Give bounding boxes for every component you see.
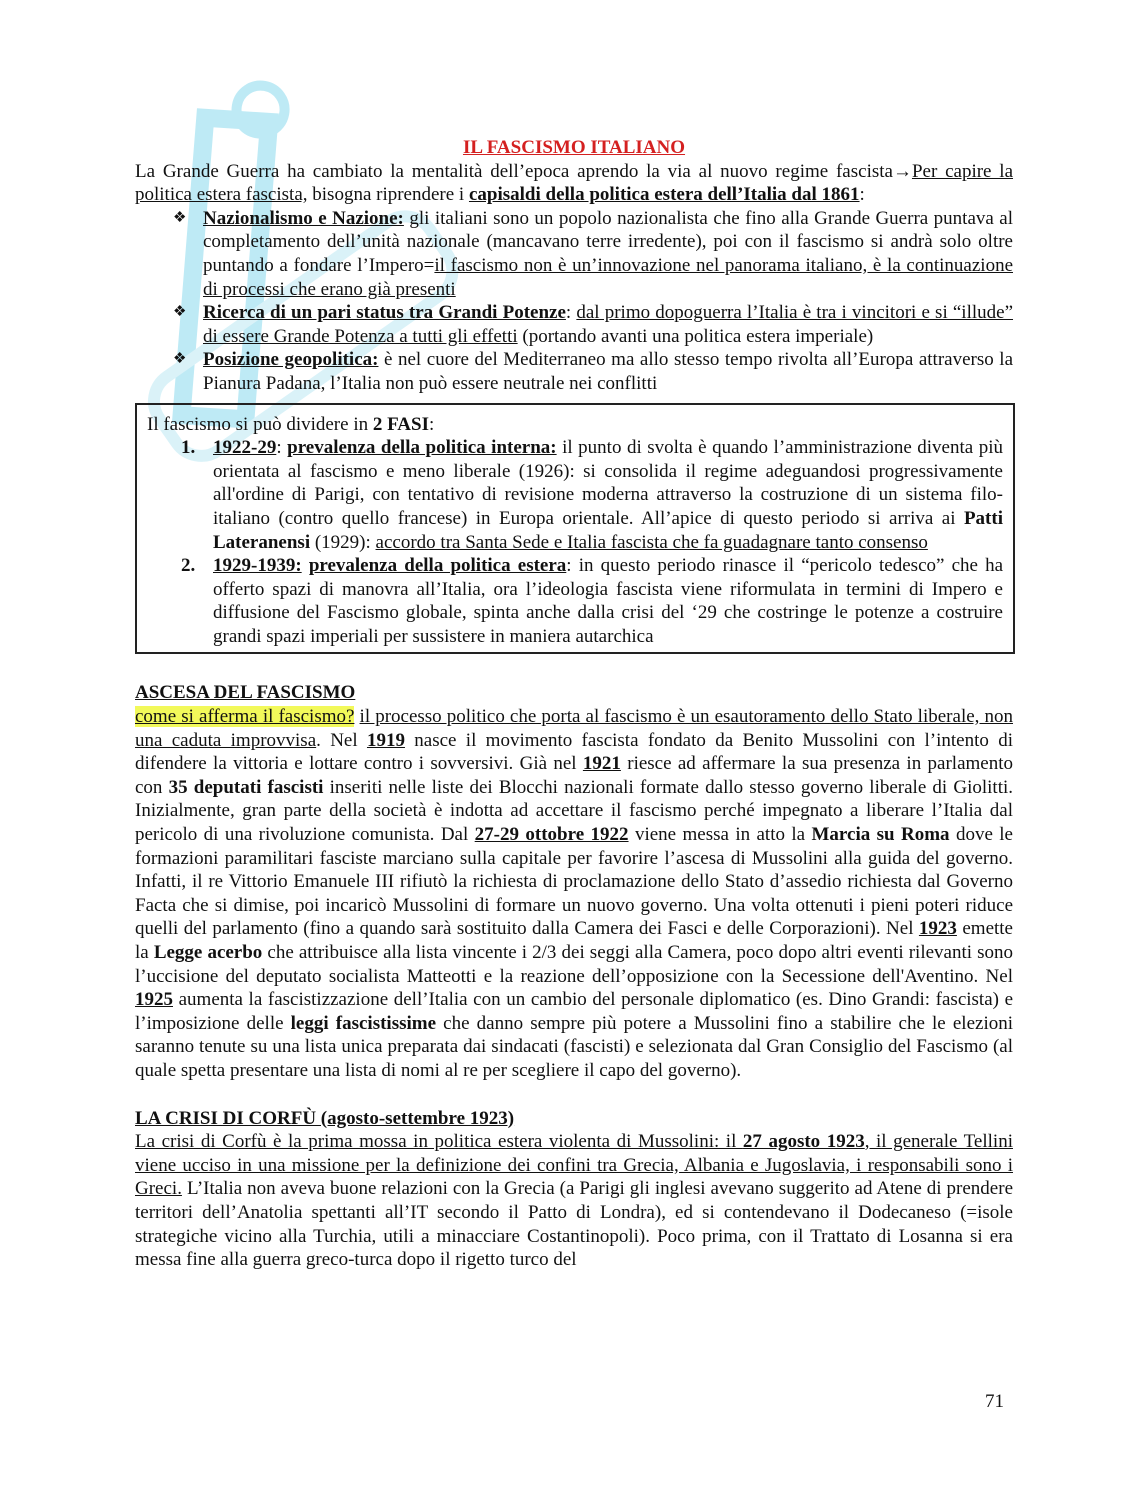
spacer [135,654,1013,681]
date-1922: 27-29 ottobre 1922 [474,824,629,846]
fase-text: : in questo periodo rinasce il “pericolo tedesco” che ha offerto spazi di manovra all’Italia, ora l’ideologia fascista viene riformulata in termini di Impero e diffusione del Fascismo globale, spinta anche dalla crisi del ‘29 che costringe le potenze a costruire grandi spazi imperiali per sussistere in maniera autarchica [213,555,1004,647]
fase-date: 1922-29 [213,437,277,459]
bullet-heading: Nazionalismo e Nazione: [203,207,404,229]
intro-underlined: Per capire la politica estera fascista, [135,160,1014,206]
fase-underlined: accordo tra Santa Sede e Italia fascista che fa guadagnare tanto consenso [375,531,928,553]
bullet-text: è nel cuore del Mediterraneo ma allo stesso tempo rivolta all’Europa attraverso la Pianura Padana, l’Italia non può essere neutrale nei conflitti [203,349,1013,394]
ascesa-text: nasce il movimento fascista fondato da Benito Mussolini con l’intento di difendere la vittoria e lottare contro i sovversivi. Già nel [135,729,1013,775]
fasi-intro-text: Il fascismo si può dividere in [147,413,373,435]
list-item [173,301,1014,348]
fase-text: (1929): [310,531,376,553]
list-item [173,207,1013,301]
bullet-underlined: dal primo dopoguerra l’Italia è tra i vincitori e si “illude” di essere Grande Potenza a tutti gli effetti [203,302,1014,347]
spacer [135,1083,1013,1107]
fase-heading: prevalenza della politica estera [308,555,567,577]
bullet-text: (portando avanti una politica estera imperiale) [517,325,874,347]
corfu-date: 27 agosto 1923 [742,1131,865,1153]
ascesa-text: che attribuisce alla lista vincente i 2/3 dei seggi alla Camera, poco dopo altri eventi rilevanti sono l’uccisione del deputato socialista Matteotti e la reazione dell’opposizione con la Secessione dell'Aventino. Nel [135,942,1014,987]
highlighted-question: come si afferma il fascismo? [135,706,355,728]
ascesa-text: inseriti nelle liste dei Blocchi nazionali formate dallo stesso governo liberale di Giolitti. Inizialmente, gran parte della società è indotta ad accettare il fascismo perché impegnato a liberare l’Italia dal pericolo di una rivoluzione comunista. Dal [135,776,1014,846]
document-page [135,136,1013,1272]
section-heading-corfu: LA CRISI DI CORFÙ (agosto-settembre 1923) [135,1107,515,1129]
list-item [181,554,1004,648]
list-item [173,348,1013,395]
ascesa-text: . Nel [316,729,367,751]
capisaldi-list [135,207,1013,396]
bullet-text: : [565,302,577,324]
intro-bold-underlined: capisaldi della politica estera dell’Italia dal 1861 [468,184,860,206]
ascesa-text: che danno sempre più potere a Mussolini fino a stabilire che le elezioni saranno tenute su una lista unica preparata dai sindacati (fascisti) e selezionata dal Gran Consiglio del Fascismo (al quale spetta presentare una lista di nomi al re per scegliere il capo del governo). [135,1012,1013,1081]
fase-heading: prevalenza della politica interna: [287,437,557,459]
fasi-intro [147,413,1003,437]
ascesa-bold: Legge acerbo [153,942,263,963]
document-title: IL FASCISMO ITALIANO [462,137,686,158]
diamond-bullet-icon: ❖ [173,304,187,321]
ascesa-bold: 35 deputati fascisti [168,776,324,798]
ascesa-underlined: il processo politico che porta al fascismo è un esautoramento dello Stato liberale, non una caduta improvvisa [135,706,1013,751]
fasi-box [135,403,1015,655]
fase-text [302,555,309,576]
corfu-text: L’Italia non aveva buone relazioni con la Grecia (a Parigi gli inglesi avevano suggerito ad Atene di prendere territori dell’Anatolia spettanti all’IT secondo il Patto di Londra), ed si contendevano il Dodecaneso (=isole strategiche vicino alla Turchia, utili a minacciare Costantinopoli). Poco prima, con il Trattato di Losanna si era messa fine alla guerra greco-turca dopo il rigetto turco del [135,1178,1013,1271]
bullet-heading: Ricerca di un pari status tra Grandi Potenze [203,302,566,324]
ascesa-bold: leggi fascistissime [290,1012,437,1034]
corfu-paragraph [135,1130,1013,1272]
date-1925: 1925 [135,989,173,1011]
fasi-list [147,436,1003,648]
intro-text: La Grande Guerra ha cambiato la mentalità dell’epoca aprendo la via al nuovo regime fascista→ [135,160,912,182]
page-number: 71 [985,1391,1004,1412]
list-number: 2. [181,555,196,577]
intro-text: bisogna riprendere i [307,184,469,206]
fase-date: 1929-1939: [213,555,302,577]
section-heading-ascesa: ASCESA DEL FASCISMO [135,682,356,704]
list-item [181,436,1003,554]
ascesa-text: aumenta la fascistizzazione dell’Italia con un cambio del personale diplomatico (es. Dino Grandi: fascista) e l’imposizione delle [135,989,1013,1034]
ascesa-text: riesce ad affermare la sua presenza in parlamento con [135,753,1013,798]
ascesa-text: viene messa in atto la [628,824,812,846]
diamond-bullet-icon: ❖ [173,351,187,368]
bullet-text: gli italiani sono un popolo nazionalista che fino alla Grande Guerra puntava al completamento dell’unità nazionale (mancavano terre irredente), poi con il fascismo si andrà solo oltre puntando a fondare l’Impero= [203,207,1013,276]
fase-text: : [276,437,288,459]
bullet-underlined: il fascismo non è un’innovazione nel panorama italiano, è la continuazione di processi che erano già presenti [203,254,1013,300]
fasi-intro-bold: 2 FASI [372,413,429,435]
date-1919: 1919 [366,729,405,751]
intro-text: : [859,184,865,206]
bullet-heading: Posizione geopolitica: [203,349,379,371]
corfu-underlined: La crisi di Corfù è la prima mossa in politica estera violenta di Mussolini: il [135,1131,743,1153]
fasi-intro-text: : [429,413,435,435]
list-number: 1. [181,437,196,459]
ascesa-paragraph [135,705,1013,1083]
intro-paragraph [135,160,1013,207]
ascesa-text: dove le formazioni paramilitari fasciste marciano sulla capitale per favorire l’ascesa di Mussolini alla guida del governo. Infatti, il re Vittorio Emanuele III rifiutò la richiesta di proclamazione dello Stato d’assedio richiesta dal Governo Facta che si dimise, poi incaricò Mussolini di formare un nuovo governo. Una volta ottenuti i pieni poteri riduce quelli del parlamento (fino a quando sarà sostituito dalla Camera dei Fasci e delle Corporazioni). Nel [135,824,1013,940]
date-1921: 1921 [582,753,621,775]
fase-bold: Patti Lateranensi [213,507,1003,553]
ascesa-text: emette la [135,918,1013,963]
date-1923: 1923 [918,918,957,940]
corfu-underlined: , il generale Tellini viene ucciso in una missione per la definizione dei confini tra Grecia, Albania e Jugoslavia, i responsabili sono i Greci. [135,1131,1013,1200]
diamond-bullet-icon: ❖ [173,209,187,226]
ascesa-bold: Marcia su Roma [811,824,950,846]
fase-text: il punto di svolta è quando l’amministrazione diventa più orientata al fascismo e meno liberale (1926): si consolida il regime adeguandosi progressivamente all'ordine di Parigi, con tentativo di revisione moderna attraverso la costruzione di un sistema filo-italiano (contro quello francese) in Europa orientale. All’apice di questo periodo si arriva ai [213,437,1003,529]
